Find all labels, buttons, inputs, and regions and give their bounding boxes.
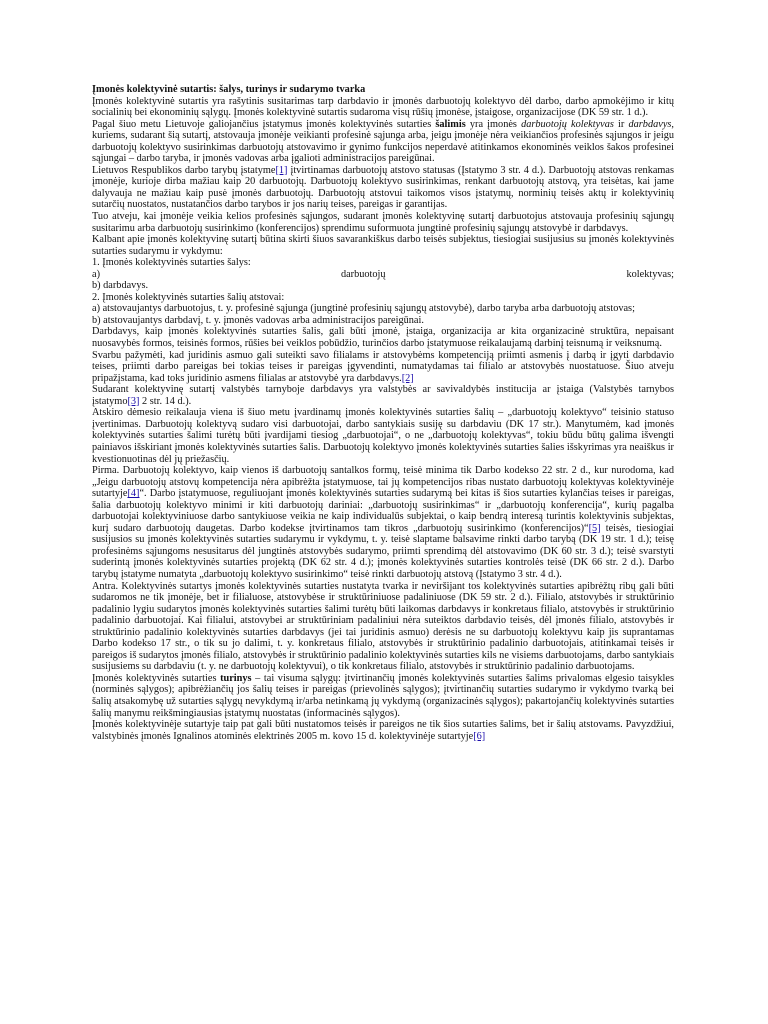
list-item [92,269,674,281]
text-span: įtvirtinamas darbuotojų atstovo statusas (Įstatymo 3 str. 4 d.). Darbuotojų atstovas renkamas įmonėje, kurioje dirba mažiau kaip 20 darbuotojų. Darbuotojų kolektyvo susirinkimas, renkant darbuotojų atstovą, yra teisėtas, kai jame dalyvauja ne mažiau kaip pusė įmonės darbuotojų. Darbuotojų atstovui taikomos visos įstatymų, norminių teisės aktų ir kolektyvinių sutarčių nuostatos, nustatančios darbo tarybos ir jos narių teises, pareigas ir garantijas. [92,164,674,211]
paragraph [92,350,674,385]
text-span: “. Darbo įstatymuose, reguliuojant įmonės kolektyvinės sutarties sudarymą bei kitas iš šios sutarties kylančias teises ir pareigas, šalia darbuotojų kolektyvo minimi ir kiti darbuotojų dariniai: „darbuotojų susirinkimas“ ir „darbuotojų konferencija“, kurių pagalba darbuotojai kolektyviniuose darbo santykiuose veikia ne kaip individualūs subjektai, o kaip bendrą interesą turintis kolektyvinis subjektas, kurį sudaro darbuotojų daugetas. Darbo kodekse įtvirtinamos tam tikros „darbuotojų susirinkimo (konferencijos)“ [92,488,674,534]
italic-term: darbdavys [628,118,672,130]
paragraph [92,719,674,742]
paragraph: Antra. Kolektyvinės sutartys įmonės kolektyvinės sutarties nustatyta tvarka ir neviršijant tos kolektyvinės sutarties apibrėžtų ribų gali būti sudaromos ne tik įmonėje, bet ir filialuose, atstovybėse ir struktūriniuose padaliniuose (DK 59 str. 2 d.). Filialo, atstovybės ir struktūrinio padalinio lygiu sudarytos įmonės kolektyvinės sutarties šalimi turėtų būti laikomas darbdavys ir konkretaus filialo, atstovybės ir struktūrinio padalinio darbuotojai. Kai filialui, atstovybei ar struktūriniam padaliniui nėra suteiktos darbdavio teisės, dėl įmonės filialo, atstovybės ir struktūrinio padalinio kolektyvinės sutarties darbdavys (jei tai juridinis asmuo) derėsis ne su darbuotojų kolektyvu kaip jis suprantamas Darbo kodekso 17 str., o tik su jo dalimi, t. y. konkretaus filialo, atstovybės ir struktūrinio padalinio darbuotojais, atitinkamai teisės ir pareigos iš sudarytos įmonės filialo, atstovybės ir struktūrinio padalinio kolektyvinės sutarties kils ne visiems darbuotojams, darbo santykiais susijusiems su darbdaviu (t. y. ne darbuotojų kolektyvui), o tik konkretaus filialo, atstovybės ir struktūrinio padalinio darbuotojams. [92,580,674,673]
text-span: yra įmonės [465,118,522,130]
bold-term: turinys [220,672,252,684]
list-item: b) atstovaujantys darbdavį, t. y. įmonės vadovas arba administracijos pareigūnai. [92,314,424,326]
bold-term: šalimis [435,118,466,130]
text-span: kolektyvas; [626,268,674,280]
paragraph: Darbdavys, kaip įmonės kolektyvinės sutarties šalis, gali būti įmonė, įstaiga, organizacija ar kita organizacinė struktūra, nepaisant nuosavybės formos, teisinės formos, rūšies bei veiklos pobūdžio, turinčios darbo įstatymuose reikalaujamą darbinį teisnumą ir veiksnumą. [92,326,674,350]
paragraph: Tuo atveju, kai įmonėje veikia kelios profesinės sąjungos, sudarant įmonės kolektyvinę sutartį darbuotojus atstovauja profesinių sąjungų susitarimu arba darbuotojų susirinkimo (konferencijos) sprendimu suformuota jungtinė profesinių sąjungų atstovybė ir darbdavys. [92,211,674,234]
footnote-link[interactable]: [5] [588,522,601,534]
footnote-link[interactable]: [2] [401,372,414,384]
footnote-link[interactable]: [4] [127,488,140,500]
paragraph [92,384,674,407]
list-item: a) atstovaujantys darbuotojus, t. y. profesinė sąjunga (jungtinė profesinių sąjungų atstovybė), darbo taryba arba darbuotojų atstovas; [92,303,635,315]
text-span: Svarbu pažymėti, kad juridinis asmuo gali suteikti savo filialams ir atstovybėms kompetenciją priimti asmenis į darbą ir įgyti darbdavio teises, priimti darbo pareigas bei tokias teises ir pareigas įgyvendinti, numatydamas tai filialo ar atstovybės nuostatuose. Šiuo atveju pripažįstama, kad toks juridinio asmens filialas ar atstovybė yra darbdavys. [92,349,674,384]
italic-term: darbuotojų kolektyvas [521,118,614,130]
text-span: 2 str. 14 d.). [139,395,192,407]
paragraph [92,465,674,580]
paragraph [92,165,674,211]
text-span: Lietuvos Respublikos darbo tarybų įstatyme [92,164,276,176]
document-body [92,84,674,742]
paragraph [92,119,674,165]
text-span: – tai visuma sąlygų: įtvirtinančių įmonės kolektyvinės sutarties šalims privalomas elgesio taisykles (norminės sąlygos); apibrėžiančių jos šalių teises ir pareigas (prievolinės sąlygos); įtvirtinančių sutarties sudarymo ir vykdymo tvarką bei šalių atsakomybę už sutarties sąlygų nevykdymą ir/arba netinkamą jų vykdymą (organizacinės sąlygos); pakartojančių kolektyvinės sutarties šalių manymu reikšmingiausias įstatymų nuostatas (informacinės sąlygos). [92,672,674,719]
text-span: Pagal šiuo metu Lietuvoje galiojančius įstatymus įmonės kolektyvinės sutarties [92,118,436,130]
list-marker: a) [92,268,100,280]
text-span: ir [613,118,629,130]
text-span: , kuriems, sudarant šią sutartį, atstovauja įmonėje veikianti profesinė sąjunga arba, jeigu įmonėje nėra veikiančios profesinės sąjungos ir jeigu darbuotojų kolektyvo susirinkimas darbuotojų atstovavimo ir gynimo funkcijos neperdavė atitinkamos ekonominės veiklos šakos profesinei sąjungai – darbo taryba, ir įmonės vadovas arba įgalioti administracijos pareigūnai. [92,118,674,165]
text-span: Pirma. Darbuotojų kolektyvo, kaip vienos iš darbuotojų santalkos formų, teisė minima tik Darbo kodekso 22 str. 2 d., kur nurodoma, kad „Jeigu darbuotojų atstovų kompetencija nėra apibrėžta įstatymuose, tai jų kompetencijos ribas nustato darbuotojų kolektyvas kolektyvinėje sutartyje [92,465,674,500]
paragraph: Atskiro dėmesio reikalauja viena iš šiuo metu įvardinamų įmonės kolektyvinės sutarties šalių – „darbuotojų kolektyvo“ teisinio statuso įvertinimas. Darbuotojų kolektyvą sudaro visi darbuotojai, darbo santykiais susiję su darbdaviu (DK 17 str.). Manytumėm, kad įmonės kolektyvinės sutarties šalimi turėtų būti įvardijami tiesiog „darbuotojai“, o ne „darbuotojų kolektyvas“, tokiu būdu būtų galima išvengti painiavos išskiriant įmonės kolektyvinės sutarties šalis. Darbuotojų kolektyvo įmonės kolektyvinės sutarties šalies išskyrimas yra neaiškus ir kvestionuotinas dėl jų priežasčių. [92,407,674,465]
text-span: Įmonės kolektyvinėje sutartyje taip pat gali būti nustatomos teisės ir pareigos ne tik šios sutarties šalims, bet ir šalių atstovams. Pavyzdžiui, valstybinės įmonės Ignalinos atominės elektrinės 2005 m. kovo 15 d. kolektyvinėje sutartyje [92,719,674,742]
footnote-link[interactable]: [1] [275,164,288,176]
footnote-link[interactable]: [6] [473,730,486,742]
text-span: darbuotojų [340,268,386,280]
paragraph: Kalbant apie įmonės kolektyvinę sutartį būtina skirti šiuos savarankiškus darbo teisės subjektus, tiesiogiai susijusius su įmonės kolektyvinės sutarties sudarymu ir vykdymu: [92,234,674,257]
list-item: b) darbdavys. [92,280,149,292]
footnote-link[interactable]: [3] [127,395,140,407]
text-span: Sudarant kolektyvinę sutartį valstybės tarnyboje darbdavys yra valstybės ar savivaldybės institucija ar įstaiga (Valstybės tarnybos įstatymo [92,384,674,407]
text-span: Įmonės kolektyvinės sutarties [92,672,221,684]
list-heading: 2. Įmonės kolektyvinės sutarties šalių atstovai: [92,291,285,303]
page-title: Įmonės kolektyvinė sutartis: šalys, turinys ir sudarymo tvarka [92,84,366,95]
list-heading: 1. Įmonės kolektyvinės sutarties šalys: [92,257,251,269]
paragraph: Įmonės kolektyvinė sutartis yra rašytinis susitarimas tarp darbdavio ir įmonės darbuotojų kolektyvo dėl darbo, darbo apmokėjimo ir kitų socialinių bei ekonominių sąlygų. Įmonės kolektyvinė sutartis sudaroma visų rūšių įmonėse, įstaigose, organizacijose (DK 59 str. 1 d.). [92,95,674,119]
text-span: teisės, tiesiogiai susijusios su įmonės kolektyvinės sutarties sudarymu ir vykdymu, t. y. teisė slaptame balsavime rinkti darbo tarybą (DK 19 str. 1 d.); teisę profesinėms sąjungoms nesusitarus dėl jungtinės atstovybės sudarymo, priimti sprendimą dėl atstovavimo (DK 60 str. 3 d.); teisė svarstyti suderintą įmonės kolektyvinės sutarties projektą (DK 62 str. 4 d.); įmonės kolektyvinės sutarties kontrolės teisė (DK 66 str. 2 d.). Darbo tarybų įstatyme numatyta „darbuotojų kolektyvo susirinkimo“ teisė rinkti darbuotojų atstovą (Įstatymo 3 str. 4 d.). [92,522,674,580]
paragraph [92,673,674,719]
